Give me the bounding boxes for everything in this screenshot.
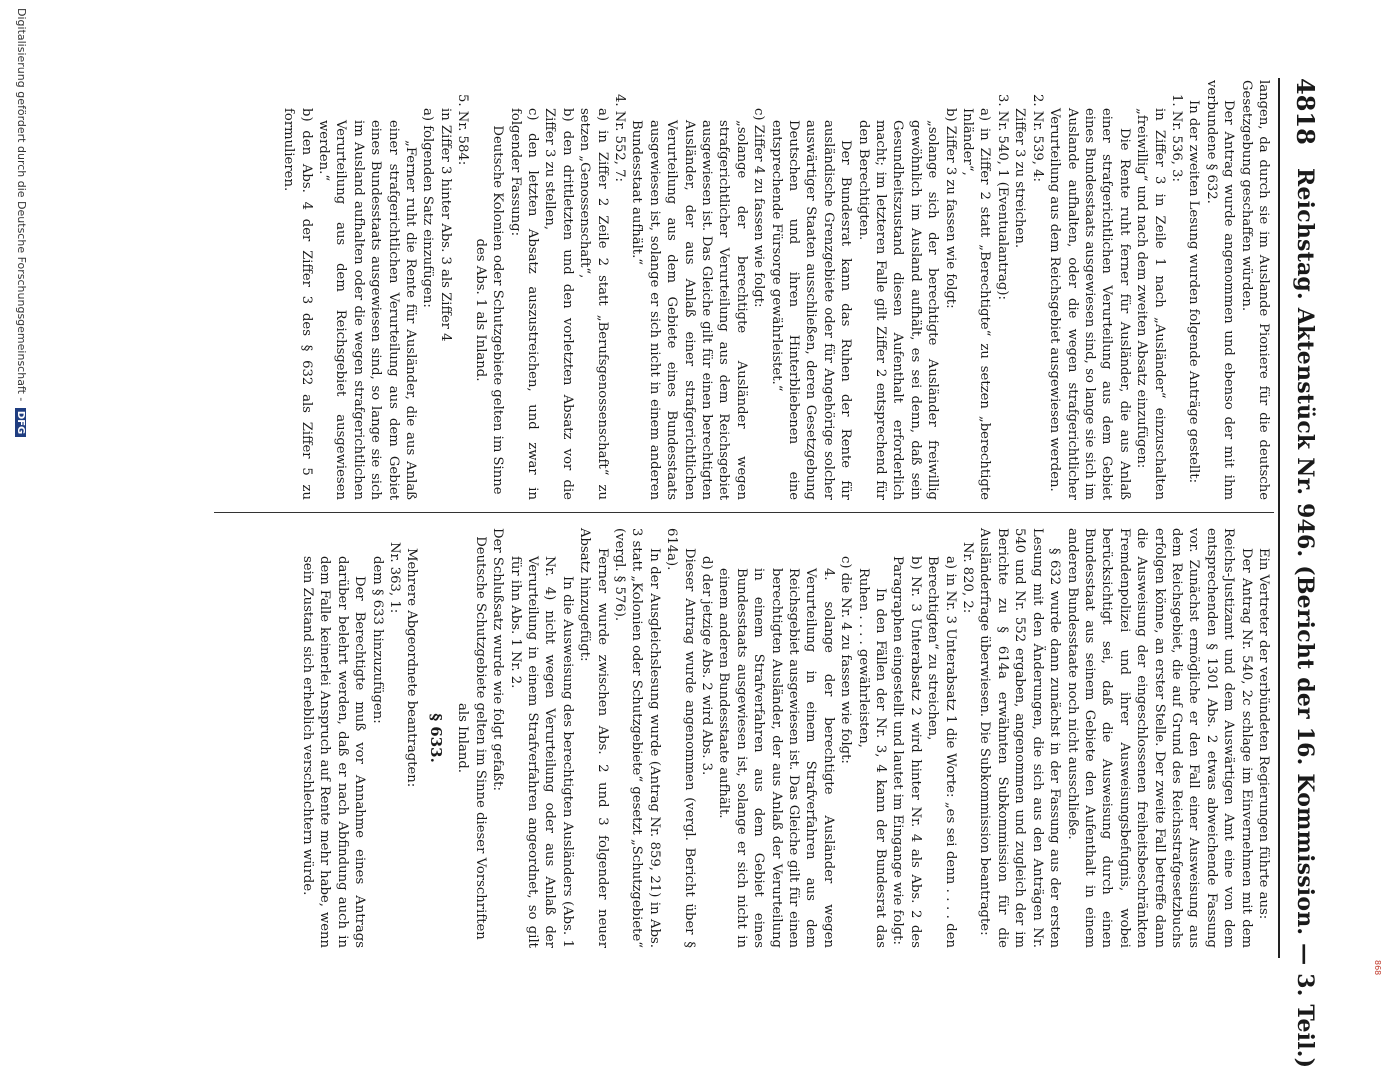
- list-item: c) die Nr. 4 zu fassen wie folgt:: [838, 556, 854, 764]
- paragraph: In die Ausweisung des berechtigten Ausländers (Abs. 1 Nr. 4) nicht wegen Verurteilung oder aus Anlaß der Verurteilung in einem Strafverfahren angeordnet, so gilt für ihn Abs. 1 Nr. 2.: [507, 556, 575, 948]
- paragraph: Der Bundesrat kann das Ruhen der Rente für ausländische Grenzgebiete oder für Angehörige solcher auswärtiger Staaten ausschließen, deren Gesetzgebung Deutschen und ihren Hinterbliebenen eine entsprechende Fürsorge gewährleistet.“: [768, 120, 854, 500]
- paragraph: In der Ausgleichslesung wurde (Antrag Nr. 859, 21) in Abs. 3 statt „Kolonien oder Schutzgebiete“ gesetzt „Schutzgebiete“ (vergl. § 576).: [611, 528, 662, 948]
- list-item: a) in Ziffer 2 statt „Berechtigte“ zu setzen „berechtigte Inländer“,: [960, 108, 993, 500]
- column-separator: [214, 512, 1274, 513]
- paragraph: „Ferner ruht die Rente für Ausländer, die aus Anlaß einer strafgerichtlichen Verurteilung aus dem Gebiet eines Bundesstaats ausgewiesen sind, so lange sie sich im Ausland aufhalten oder die wegen strafgerichtlichen Verurteilung aus dem Reichsgebiet ausgewiesen werden.“: [316, 120, 419, 500]
- dfg-logo: DFG: [15, 408, 26, 437]
- section-heading: § 633.: [426, 713, 445, 763]
- list-item: 4. Nr. 552, 7:: [611, 94, 627, 182]
- list-item: d) der jetzige Abs. 2 wird Abs. 3.: [699, 556, 714, 776]
- list-item: a) in Ziffer 2 Zeile 2 statt „Berufsgenossenschaft“ zu setzen „Genossenschaft“,: [577, 108, 610, 500]
- list-item: c) Ziffer 4 zu fassen wie folgt:: [751, 108, 767, 308]
- paragraph: Deutsche Schutzgebiete gelten im Sinne dieser Vorschriften als Inland.: [455, 536, 488, 940]
- list-item: b) den Abs. 4 der Ziffer 3 des § 632 als Ziffer 5 zu formulieren.: [281, 108, 314, 500]
- paragraph: 4. solange der berechtigte Ausländer wegen Verurteilung in einem Strafverfahren aus dem Reichsgebiet ausgewiesen ist. Das Gleiche gilt für einen berechtigten Ausländer, der aus Anlaß der Verurteilung in einem Strafverfahren aus dem Gebiet eines Bundesstaats ausgewiesen ist, solange er sich nicht in einem anderen Bundesstaate aufhält.: [716, 568, 836, 948]
- list-item: c) den letzten Absatz auszustreichen, und zwar in folgender Fassung:: [507, 108, 540, 500]
- paragraph: „solange der berechtigte Ausländer wegen strafgerichtlicher Verurteilung aus dem Reichsgebiet ausgewiesen ist. Das Gleiche gilt für einen berechtigten Ausländer, der aus Anlaß einer strafgerichtlichen Verurteilung aus dem Gebiete eines Bundesstaats ausgewiesen ist, solange er sich nicht in einem anderen Bundesstaat aufhält.“: [629, 120, 749, 500]
- paragraph: in Ziffer 3 hinter Abs. 3 als Ziffer 4: [437, 108, 453, 342]
- paragraph: Ein Vertreter der verbündeten Regierungen führte aus:: [1256, 548, 1271, 920]
- paragraph: Ferner wurde zwischen Abs. 2 und 3 folgender neuer Absatz hinzugefügt:: [577, 528, 610, 948]
- paragraph: Dieser Antrag wurde angenommen (vergl. Bericht über § 614a).: [664, 528, 697, 948]
- paragraph: Der Antrag Nr. 540, 2c schlage im Einvernehmen mit dem Reichs-Justizamt und dem Auswärtigen Amt eine von dem entsprechenden § 1301 Abs. 2 etwas abweichende Fassung vor. Zunächst ermögliche er den Fall einer Ausweisung aus dem Reichsgebiet, die auf Grund des Reichsstrafgesetzbuchs erfolgen könne, an erster Stelle. Der zweite Fall betreffe dann die Ausweisung der eingeschlossenen freiheitsbeschränkten Fremdenpolizei und ihrer Ausweisungsbefugnis, wobei berücksichtigt sei, daß die Ausweisung durch einen Bundesstaat aus seinem Gebiete den Aufenthalt in einem anderen Bundesstaate noch nicht ausschließe.: [1064, 528, 1254, 948]
- footer-text: Digitalisierung gefördert durch die Deutsche Forschungsgemeinschaft -: [15, 8, 28, 402]
- paragraph: § 632 wurde dann zunächst in der Fassung aus der ersten Lesung mit den Änderungen, die sich aus den Anträgen Nr. 540 und Nr. 552 ergaben, angenommen und zugleich der im Berichte zu § 614a erwähnten Subkommission für die Ausländerfrage überwiesen. Die Subkommission beantragte:: [977, 528, 1063, 948]
- page-number: 4818: [1291, 78, 1320, 145]
- paragraph: Deutsche Kolonien oder Schutzgebiete gelten im Sinne des Abs. 1 als Inland.: [472, 125, 506, 495]
- corner-mark: 868: [1373, 960, 1382, 976]
- list-item: a) in Nr. 3 Unterabsatz 1 die Worte: „es sei denn . . . . den Berechtigten“ zu streichen,: [925, 556, 958, 948]
- page-header: [1284, 78, 1324, 1068]
- footer: [15, 8, 28, 437]
- paragraph: Die Rente ruht ferner für Ausländer, die aus Anlaß einer strafgerichtlichen Verurteilung aus dem Gebiet eines Bundesstaats ausgewiesen sind, so lange sie sich im Auslande aufhalten, oder die wegen strafgerichtlicher Verurteilung aus dem Reichsgebiet ausgewiesen werden.: [1047, 108, 1132, 500]
- paragraph: dem § 633 hinzuzufügen:: [369, 556, 385, 724]
- paragraph: langen, da durch sie im Auslande Pioniere für die deutsche Gesetzgebung geschaffen würden.: [1238, 80, 1271, 500]
- paragraph: Mehrere Abgeordnete beantragten:: [404, 548, 420, 788]
- list-item: a) folgenden Satz einzufügen:: [420, 108, 436, 308]
- paragraph: „solange sich der berechtigte Ausländer freiwillig gewöhnlich im Ausland aufhält, es sei denn, daß sein Gesundheitszustand diesen Aufenthalt erforderlich macht; im letzteren Falle gilt Ziffer 2 entsprechend für den Berechtigten.: [855, 120, 941, 500]
- right-column: [299, 528, 1272, 948]
- left-column: [280, 80, 1272, 500]
- paragraph: Der Antrag wurde angenommen und ebenso der mit ihm verbundene § 632.: [1203, 80, 1237, 500]
- paragraph: Ziffer 3 zu streichen.: [1012, 108, 1028, 249]
- list-item: 1. Nr. 536, 3:: [1168, 94, 1184, 182]
- list-item: Nr. 820, 2:: [960, 542, 976, 614]
- list-item: b) Nr. 3 Unterabsatz 2 wird hinter Nr. 4 als Abs. 2 des Paragraphen eingestellt und lautet im Eingange wie folgt:: [890, 556, 923, 948]
- page-title: Reichstag. Aktenstück Nr. 946. (Bericht der 16. Kommission. — 3. Teil.): [1292, 168, 1318, 1068]
- paragraph: In der zweiten Lesung wurden folgende Anträge gestellt:: [1186, 100, 1202, 484]
- paragraph: Der Schlußsatz wurde wie folgt gefaßt:: [490, 528, 506, 791]
- paragraph: in Ziffer 3 in Zeile 1 nach „Ausländer“ einzuschalten „freiwillig“ und nach dem zweiten Absatz einzufügen:: [1134, 108, 1167, 500]
- list-item: Nr. 363, 1:: [387, 542, 403, 614]
- list-item: b) Ziffer 3 zu fassen wie folgt:: [942, 108, 958, 309]
- list-item: b) den drittletzten und den vorletzten Absatz vor die Ziffer 3 zu stellen,: [542, 108, 575, 500]
- header-rule: [1278, 78, 1280, 958]
- list-item: 5. Nr. 584:: [455, 94, 471, 166]
- list-item: 3. Nr. 540, 1 (Eventualantrag):: [994, 94, 1010, 300]
- paragraph: Der Berechtigte muß vor Annahme eines Antrags darüber belehrt werden, daß er nach Abfindung auch in dem Falle keinerlei Anspruch auf Rente mehr habe, wenn sein Zustand sich erheblich verschlechtern würde.: [300, 556, 368, 948]
- paragraph: In den Fällen der Nr. 3, 4 kann der Bundesrat das Ruhen . . . . gewährleisten,: [855, 568, 889, 948]
- list-item: 2. Nr. 539, 4:: [1029, 94, 1045, 182]
